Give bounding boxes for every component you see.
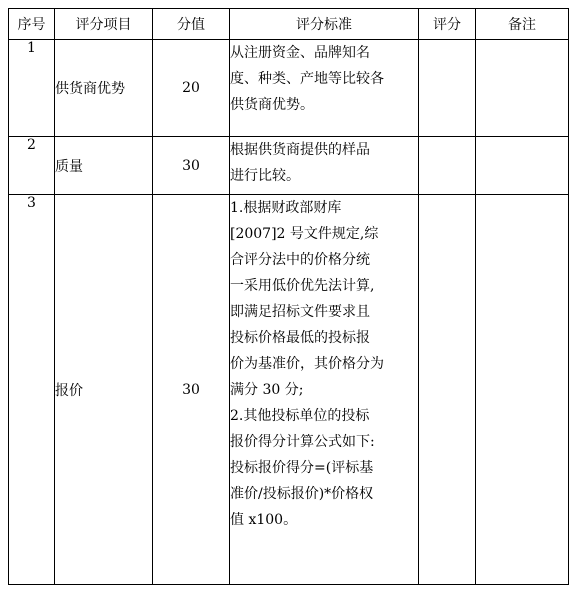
row-number: 2 — [9, 137, 55, 195]
header-score-value: 分值 — [153, 9, 230, 40]
criteria-line: 价为基准价，其价格分为 — [230, 356, 384, 372]
criteria-line: 投标价格最低的投标报 — [230, 330, 370, 346]
row-item: 报价 — [55, 195, 153, 585]
row-remark-cell[interactable] — [476, 40, 569, 137]
header-number: 序号 — [9, 9, 55, 40]
row-score-value: 30 — [153, 195, 230, 585]
row-criteria — [230, 40, 419, 137]
criteria-line: [2007]2 号文件规定,综 — [230, 226, 379, 242]
header-rating: 评分 — [419, 9, 476, 40]
row-remark-cell[interactable] — [476, 137, 569, 195]
row-score-value: 20 — [153, 40, 230, 137]
header-criteria: 评分标准 — [230, 9, 419, 40]
criteria-line: 2.其他投标单位的投标 — [230, 408, 370, 424]
row-criteria — [230, 137, 419, 195]
criteria-line: 一采用低价优先法计算, — [230, 278, 375, 294]
table-row — [9, 195, 569, 585]
row-item: 质量 — [55, 137, 153, 195]
table-header-row — [9, 9, 569, 40]
criteria-line: 报价得分计算公式如下: — [230, 434, 375, 450]
row-score-value: 30 — [153, 137, 230, 195]
criteria-line: 即满足招标文件要求且 — [230, 304, 370, 320]
criteria-line: 1.根据财政部财库 — [230, 200, 342, 216]
criteria-line: 合评分法中的价格分统 — [230, 252, 370, 268]
header-remark: 备注 — [476, 9, 569, 40]
criteria-line: 满分 30 分; — [230, 382, 304, 398]
row-rating-cell[interactable] — [419, 195, 476, 585]
criteria-line: 投标报价得分=(评标基 — [230, 460, 374, 476]
row-number: 3 — [9, 195, 55, 585]
row-rating-cell[interactable] — [419, 40, 476, 137]
row-remark-cell[interactable] — [476, 195, 569, 585]
row-item: 供货商优势 — [55, 40, 153, 137]
criteria-line: 度、种类、产地等比较各 — [230, 71, 384, 87]
criteria-line: 进行比较。 — [230, 168, 300, 184]
table-row — [9, 137, 569, 195]
header-item: 评分项目 — [55, 9, 153, 40]
criteria-line: 准价/投标报价)*价格权 — [230, 486, 374, 502]
table-row — [9, 40, 569, 137]
criteria-line: 供货商优势。 — [230, 97, 314, 113]
row-criteria — [230, 195, 419, 585]
criteria-line: 根据供货商提供的样品 — [230, 142, 370, 158]
row-rating-cell[interactable] — [419, 137, 476, 195]
criteria-line: 从注册资金、品牌知名 — [230, 45, 370, 61]
criteria-line: 值 x100。 — [230, 512, 298, 528]
scoring-table — [8, 8, 569, 585]
row-number: 1 — [9, 40, 55, 137]
